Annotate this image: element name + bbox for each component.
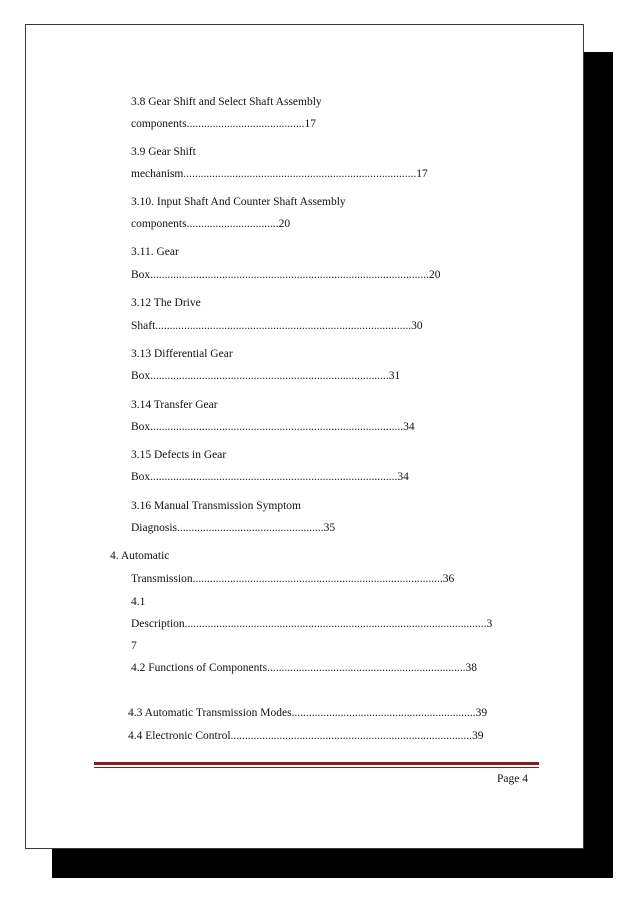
toc-entry-3-14-title: 3.14 Transfer Gear [131,399,218,411]
toc-entry-4-1-page: Description.........................................................................................................3 [131,618,493,630]
toc-entry-3-9-title: 3.9 Gear Shift [131,146,196,158]
toc-entry-3-13-page: Box...................................................................................31 [131,370,401,382]
toc-entry-3-14-page: Box........................................................................................34 [131,421,415,433]
toc-entry-3-10-title: 3.10. Input Shaft And Counter Shaft Assembly [131,196,346,208]
toc-entry-4-2: 4.2 Functions of Components.....................................................................38 [131,662,477,674]
toc-chapter-4-title: 4. Automatic [110,550,170,562]
document-page [25,24,584,849]
footer-rule [94,762,539,765]
toc-entry-4-4: 4.4 Electronic Control....................................................................................39 [128,730,484,742]
toc-entry-3-8-title: 3.8 Gear Shift and Select Shaft Assembly [131,96,322,108]
toc-entry-3-11-title: 3.11. Gear [131,246,179,258]
toc-entry-3-10-page: components................................20 [131,218,291,230]
toc-entry-3-12-title: 3.12 The Drive [131,297,201,309]
toc-entry-3-12-page: Shaft.........................................................................................30 [131,320,423,332]
toc-entry-4-1-title: 4.1 [131,596,146,608]
toc-entry-4-3: 4.3 Automatic Transmission Modes................................................................39 [128,707,488,719]
toc-entry-3-13-title: 3.13 Differential Gear [131,348,233,360]
toc-entry-3-16-page: Diagnosis...................................................35 [131,522,336,534]
toc-entry-3-15-title: 3.15 Defects in Gear [131,449,227,461]
toc-entry-3-16-title: 3.16 Manual Transmission Symptom [131,500,301,512]
footer-rule-thin [94,767,539,768]
toc-chapter-4-page: Transmission.......................................................................................36 [131,573,455,585]
toc-entry-3-8-page: components.........................................17 [131,118,316,130]
toc-entry-3-11-page: Box.................................................................................................20 [131,269,441,281]
toc-entry-3-15-page: Box......................................................................................34 [131,471,409,483]
toc-entry-4-1-page-wrap: 7 [131,640,137,652]
toc-entry-3-9-page: mechanism.................................................................................17 [131,168,428,180]
page-number: Page 4 [497,773,528,785]
